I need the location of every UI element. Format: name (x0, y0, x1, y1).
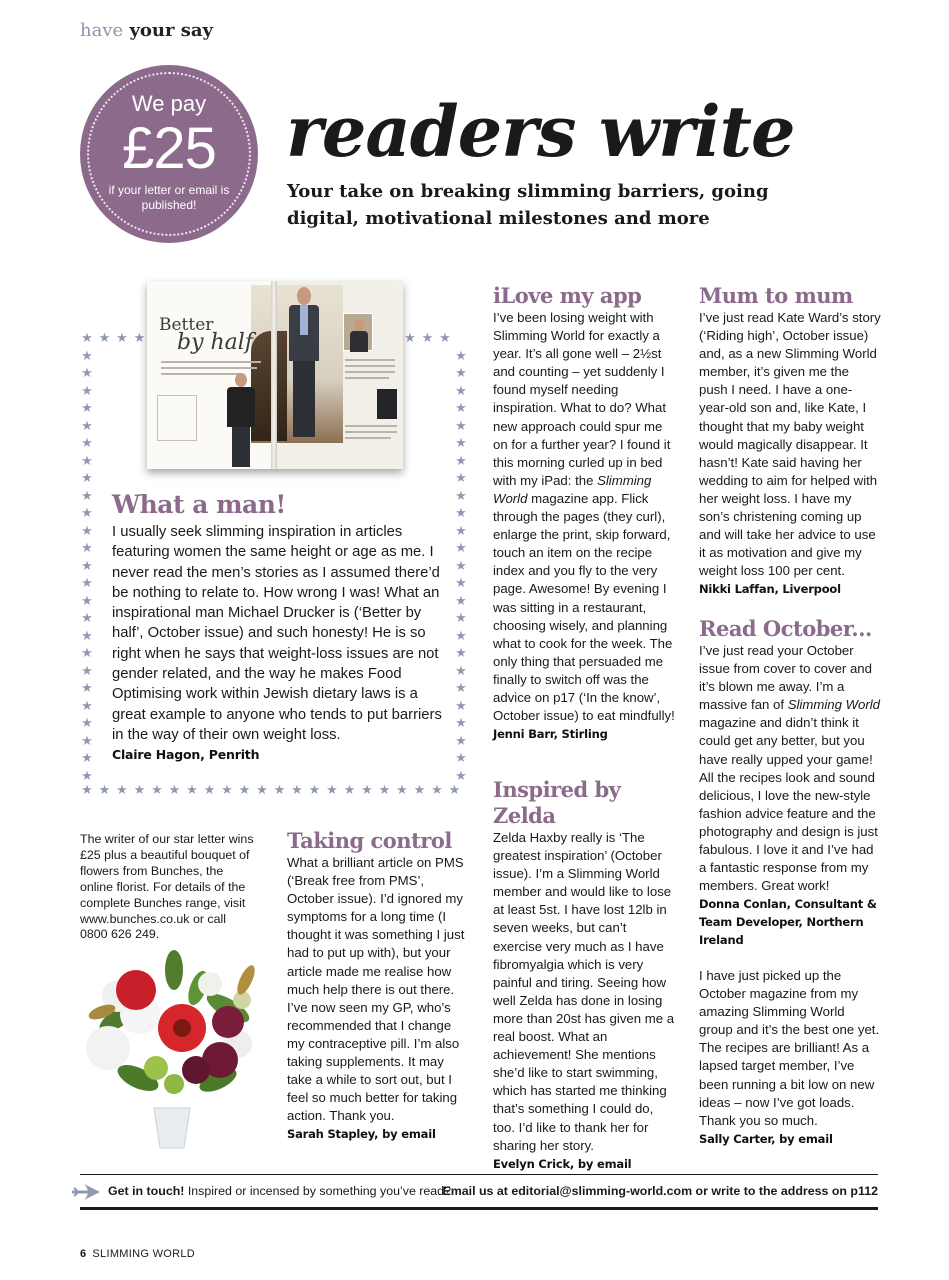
footer-rule-bottom (80, 1207, 878, 1210)
star-border-icon: ★ (81, 348, 93, 364)
star-border-icon: ★ (81, 751, 93, 766)
section-tag (80, 20, 213, 41)
letter-signature: Jenni Barr, Stirling (493, 727, 608, 742)
star-border-icon: ★ (455, 348, 467, 364)
clipping-title (159, 317, 253, 353)
star-border-icon: ★ (326, 783, 338, 798)
letter-heading: Taking control (287, 828, 452, 853)
badge-we-pay: We pay (131, 91, 207, 116)
star-border-icon: ★ (455, 436, 467, 451)
star-border-icon: ★ (455, 611, 467, 626)
star-border-icon: ★ (396, 783, 408, 798)
clipping-textline (345, 437, 391, 439)
star-border-icon: ★ (455, 523, 467, 539)
clipping-staircase (251, 331, 287, 441)
flower-bouquet-image (78, 948, 266, 1152)
clipping-textline (345, 371, 395, 373)
star-border-icon: ★ (455, 628, 467, 644)
star-border-icon: ★ (81, 488, 93, 504)
star-border-icon: ★ (151, 783, 163, 798)
star-border-icon: ★ (116, 331, 128, 346)
star-border-icon: ★ (98, 783, 111, 798)
star-border-icon: ★ (343, 783, 356, 798)
star-border-icon: ★ (455, 506, 467, 521)
star-border-icon: ★ (221, 783, 233, 798)
payment-badge (80, 65, 258, 243)
star-border-icon: ★ (455, 558, 467, 574)
star-border-icon: ★ (81, 541, 93, 556)
star-border-icon: ★ (256, 783, 268, 798)
letter-heading: Inspired by Zelda (493, 777, 621, 828)
star-border-icon: ★ (81, 436, 93, 451)
star-border-icon: ★ (421, 331, 434, 346)
footer-cta (108, 1184, 451, 1198)
star-border-icon: ★ (81, 401, 93, 416)
page-folio (80, 1248, 195, 1260)
star-border-icon: ★ (133, 783, 146, 798)
star-border-icon: ★ (273, 783, 286, 798)
star-border-icon: ★ (455, 593, 467, 609)
star-border-icon: ★ (455, 716, 467, 731)
magazine-name: SLIMMING WORLD (92, 1248, 196, 1260)
star-border-icon: ★ (455, 541, 467, 556)
magazine-clipping-image (147, 281, 403, 469)
star-letter-heading: What a man! (112, 490, 286, 519)
star-border-icon: ★ (81, 716, 93, 731)
star-border-icon: ★ (455, 646, 467, 661)
star-border-icon: ★ (431, 783, 443, 798)
clipping-textline (161, 367, 257, 369)
star-letter-signature: Claire Hagon, Penrith (112, 747, 260, 763)
badge-amount: £25 (122, 116, 216, 181)
letter-heading: Mum to mum (699, 283, 853, 308)
star-border-icon: ★ (81, 698, 93, 714)
star-border-icon: ★ (455, 663, 467, 679)
star-border-icon: ★ (81, 576, 93, 591)
star-border-icon: ★ (238, 783, 251, 798)
clipping-textline (345, 425, 397, 427)
page-number: 6 (80, 1248, 87, 1260)
clipping-textline (161, 361, 261, 363)
letter-read-october (699, 616, 881, 949)
star-border-icon: ★ (81, 783, 93, 798)
letter-signature: Donna Conlan, Consultant & Team Developer, Northern Ireland (699, 897, 877, 948)
clipping-inset-photo (343, 313, 373, 351)
star-border-icon: ★ (455, 733, 467, 749)
star-border-icon: ★ (81, 366, 93, 381)
star-border-icon: ★ (81, 768, 93, 784)
star-border-icon: ★ (439, 331, 451, 346)
star-border-icon: ★ (404, 331, 416, 346)
star-border-icon: ★ (81, 418, 93, 434)
clipping-dark-box (377, 389, 397, 419)
letter-body: I’ve just read Kate Ward’s story (‘Riding high’, October issue) and, as a new Slimming World member, it’s given me the push I need. I have a one-year-old son and, like Kate, I thought that my baby weight would magically disappear. It hasn’t! Kate said having her wedding to aim for helped with her weight loss. I have my son’s christening coming up and will take her advice to use it as motivation and give my weight loss 100 per cent. (699, 310, 881, 579)
star-border-icon: ★ (81, 471, 93, 486)
letter-signature: Sarah Stapley, by email (287, 1127, 436, 1142)
star-border-icon: ★ (81, 733, 93, 749)
page-subtitle: Your take on breaking slimming barriers, going digital, motivational milestones and more (287, 181, 769, 229)
star-letter (112, 490, 444, 765)
star-border-icon: ★ (81, 453, 93, 469)
star-border-icon: ★ (81, 523, 93, 539)
star-border-icon: ★ (378, 783, 391, 798)
star-border-icon: ★ (413, 783, 426, 798)
letter-body: I’ve been losing weight with Slimming World for exactly a year. It’s all gone well – 2½st and counting – yet suddenly I found myself needing inspiration. What to do? What new approach could spur me on for a further year? I found it this morning curled up in bed with my iPad: the Slimming World magazine app. Flick through the pages (they curl), enlarge the print, skip forward, touch an item on the recipe index and you fly to the very page. Awesome! By evening I was sitting in a restaurant, choosing wisely, and planning what to cook for the week. The only thing that persuaded me finally to switch off was the advice on p17 (‘In the know’, October issue) to eat mindfully! (493, 310, 675, 724)
star-border-icon: ★ (81, 506, 93, 521)
star-border-icon: ★ (81, 383, 93, 399)
letter-heading: iLove my app (493, 283, 642, 308)
badge-condition: if your letter or email is published! (108, 183, 230, 212)
star-border-icon: ★ (361, 783, 373, 798)
letter-signature: Nikki Laffan, Liverpool (699, 582, 841, 597)
star-border-icon: ★ (81, 593, 93, 609)
star-border-icon: ★ (308, 783, 321, 798)
star-border-icon: ★ (81, 663, 93, 679)
star-border-icon: ★ (455, 681, 467, 696)
star-border-icon: ★ (81, 646, 93, 661)
letter-ilove-my-app (493, 283, 677, 743)
footer-cta-text: Inspired or incensed by something you’ve read? (184, 1184, 451, 1198)
section-tag-light: have (80, 20, 124, 41)
star-border-icon: ★ (81, 558, 93, 574)
section-tag-bold: your say (129, 20, 213, 41)
star-border-icon: ★ (455, 366, 467, 381)
clipping-textline (345, 431, 397, 433)
letter-body: What a brilliant article on PMS (‘Break free from PMS’, October issue). I’d ignored my symptoms for a long time (I thought it was something I just had to put up with), but your article made me realise how much help there is out there. I’ve now seen my GP, who’s recommended that I change my contraceptive pill. I’m also taking supplements. It may take a while to sort out, but I feel so much better for taking action. Thank you. (287, 855, 465, 1124)
letter-sally-carter (699, 967, 881, 1148)
star-border-icon: ★ (81, 628, 93, 644)
star-border-icon: ★ (133, 331, 146, 346)
star-border-icon: ★ (455, 418, 467, 434)
star-letter-body: I usually seek slimming inspiration in articles featuring women the same height or age as me. I never read the men’s stories as I assumed there’d be nothing to relate to. How wrong I was! What an inspirational man Michael Drucker is (‘Better by half’, October issue) and such honesty! He is so right when he says that weight-loss issues are not gender related, and the way he makes Food Optimising work within Jewish dietary laws is a great example to anyone who tends to put barriers in the way of their own weight loss. (112, 524, 442, 743)
letter-mum-to-mum (699, 283, 881, 598)
star-border-icon: ★ (81, 331, 93, 346)
star-border-icon: ★ (455, 401, 467, 416)
letter-taking-control (287, 828, 467, 1143)
letter-inspired-by-zelda (493, 777, 677, 1173)
letter-signature: Sally Carter, by email (699, 1131, 833, 1146)
star-border-icon: ★ (81, 681, 93, 696)
letter-signature: Evelyn Crick, by email (493, 1156, 632, 1171)
arrow-icon (70, 1182, 104, 1202)
star-border-icon: ★ (203, 783, 216, 798)
star-border-icon: ★ (455, 383, 467, 399)
clipping-title-byhalf: by half (177, 330, 253, 355)
star-border-icon: ★ (455, 576, 467, 591)
letter-heading: Read October... (699, 616, 872, 641)
clipping-textline (161, 373, 241, 375)
star-border-icon: ★ (186, 783, 198, 798)
star-border-icon: ★ (291, 783, 303, 798)
letter-body: Zelda Haxby really is ‘The greatest inspiration’ (October issue). I’m a Slimming World member and would like to lose at least 5st. I have lost 12lb in seven weeks, but can’t exercise very much as I have fibromyalgia which is very painful and tiring. Seeing how well Zelda has done in losing more than 20st has given me a real boost. What an achievement! She mentions she’d like to start swimming, which has started me thinking that’s something I could do, too. I’d like to thank her for sharing her story. (493, 830, 675, 1153)
star-border-icon: ★ (98, 331, 111, 346)
star-border-icon: ★ (455, 751, 467, 766)
letter-body: I have just picked up the October magazine from my amazing Slimming World group and it’s the best one yet. The recipes are brilliant! As a lapsed target member, I’ve been running a bit low on new ideas – now I’ve got loads. Thank you so much. (699, 968, 880, 1128)
star-border-icon: ★ (448, 783, 461, 798)
footer-cta-bold: Get in touch! (108, 1184, 185, 1198)
star-border-icon: ★ (116, 783, 128, 798)
clipping-title-better: Better (159, 315, 214, 335)
footer-bar (80, 1181, 878, 1203)
star-border-icon: ★ (168, 783, 181, 798)
clipping-textline (345, 365, 395, 367)
star-border-icon: ★ (455, 768, 467, 784)
star-border-icon: ★ (81, 611, 93, 626)
page-title: readers write (286, 90, 795, 173)
clipping-textline (345, 377, 389, 379)
clipping-sidebar-box (157, 395, 197, 441)
clipping-fold (271, 281, 277, 469)
footer-rule-top (80, 1174, 878, 1175)
star-border-icon: ★ (455, 453, 467, 469)
bouquet-vase (154, 1108, 190, 1148)
star-border-icon: ★ (455, 471, 467, 486)
star-border-icon: ★ (455, 698, 467, 714)
footer-email-text: Email us at editorial@slimming-world.com or write to the address on p112 (442, 1184, 878, 1198)
clipping-textline (345, 359, 395, 361)
star-border-icon: ★ (455, 488, 467, 504)
letter-body: I’ve just read your October issue from cover to cover and it’s blown me away. I’m a massive fan of Slimming World magazine and didn’t think it could get any better, but you have really upped your game! All the recipes look and sound delicious, I love the new-style fashion advice feature and the photography and design is just fabulous. I love it and I’ve had a fantastic response from my members. Great work! (699, 643, 881, 894)
promo-text: The writer of our star letter wins £25 plus a beautiful bouquet of flowers from Bunches, the online florist. For details of the complete Bunches range, visit www.bunches.co.uk or call 0800 626 249. (80, 832, 254, 942)
